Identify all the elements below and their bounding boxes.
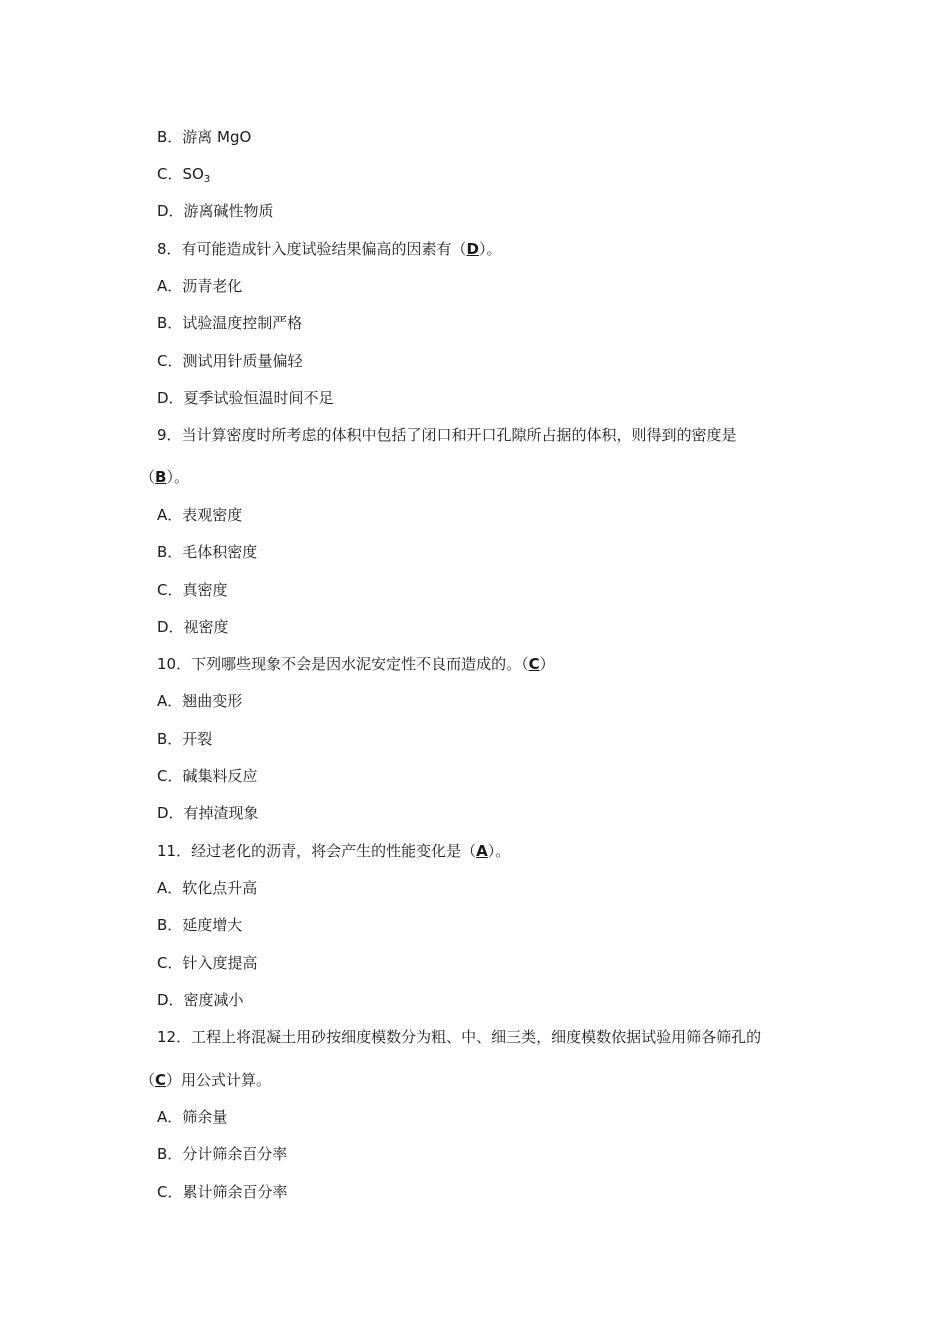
question-line: 8．有可能造成针入度试验结果偏高的因素有（D）。 xyxy=(157,240,502,258)
option-line: A．筛余量 xyxy=(157,1108,228,1126)
option-line: B．开裂 xyxy=(157,730,213,748)
answer-letter: B xyxy=(155,468,167,486)
question-continuation: （C）用公式计算。 xyxy=(140,1071,272,1089)
option-line: D．视密度 xyxy=(157,618,229,636)
option-line: A．翘曲变形 xyxy=(157,692,243,710)
answer-letter: C xyxy=(528,655,540,673)
subscript: 3 xyxy=(203,174,211,185)
option-line: A．沥青老化 xyxy=(157,277,243,295)
answer-letter: C xyxy=(155,1071,167,1089)
option-line: B．试验温度控制严格 xyxy=(157,314,303,332)
option-line: D．密度减小 xyxy=(157,991,244,1009)
option-line: C．针入度提高 xyxy=(157,954,258,972)
option-line: A．表观密度 xyxy=(157,506,243,524)
question-line: 10．下列哪些现象不会是因水泥安定性不良而造成的。（C） xyxy=(157,655,555,673)
question-continuation: （B）。 xyxy=(140,468,189,486)
option-line: C．测试用针质量偏轻 xyxy=(157,352,303,370)
option-line: D．夏季试验恒温时间不足 xyxy=(157,389,334,407)
option-line: A．软化点升高 xyxy=(157,879,258,897)
question-line: 11．经过老化的沥青，将会产生的性能变化是（A）。 xyxy=(157,842,511,860)
answer-letter: D xyxy=(466,240,479,258)
option-line: B．毛体积密度 xyxy=(157,543,258,561)
option-line: C．累计筛余百分率 xyxy=(157,1183,288,1201)
option-line: D．游离碱性物质 xyxy=(157,202,274,220)
question-line: 9．当计算密度时所考虑的体积中包括了闭口和开口孔隙所占据的体积，则得到的密度是 xyxy=(157,426,737,444)
answer-letter: A xyxy=(476,842,488,860)
option-line: B．分计筛余百分率 xyxy=(157,1145,288,1163)
question-line: 12．工程上将混凝土用砂按细度模数分为粗、中、细三类，细度模数依据试验用筛各筛孔的 xyxy=(157,1028,762,1046)
option-line: C．真密度 xyxy=(157,581,228,599)
option-line: B．游离 MgO xyxy=(157,128,252,146)
option-line: C．$SO_3$ xyxy=(157,165,211,185)
option-line: C．碱集料反应 xyxy=(157,767,258,785)
option-line: D．有掉渣现象 xyxy=(157,804,259,822)
option-line: B．延度增大 xyxy=(157,916,243,934)
